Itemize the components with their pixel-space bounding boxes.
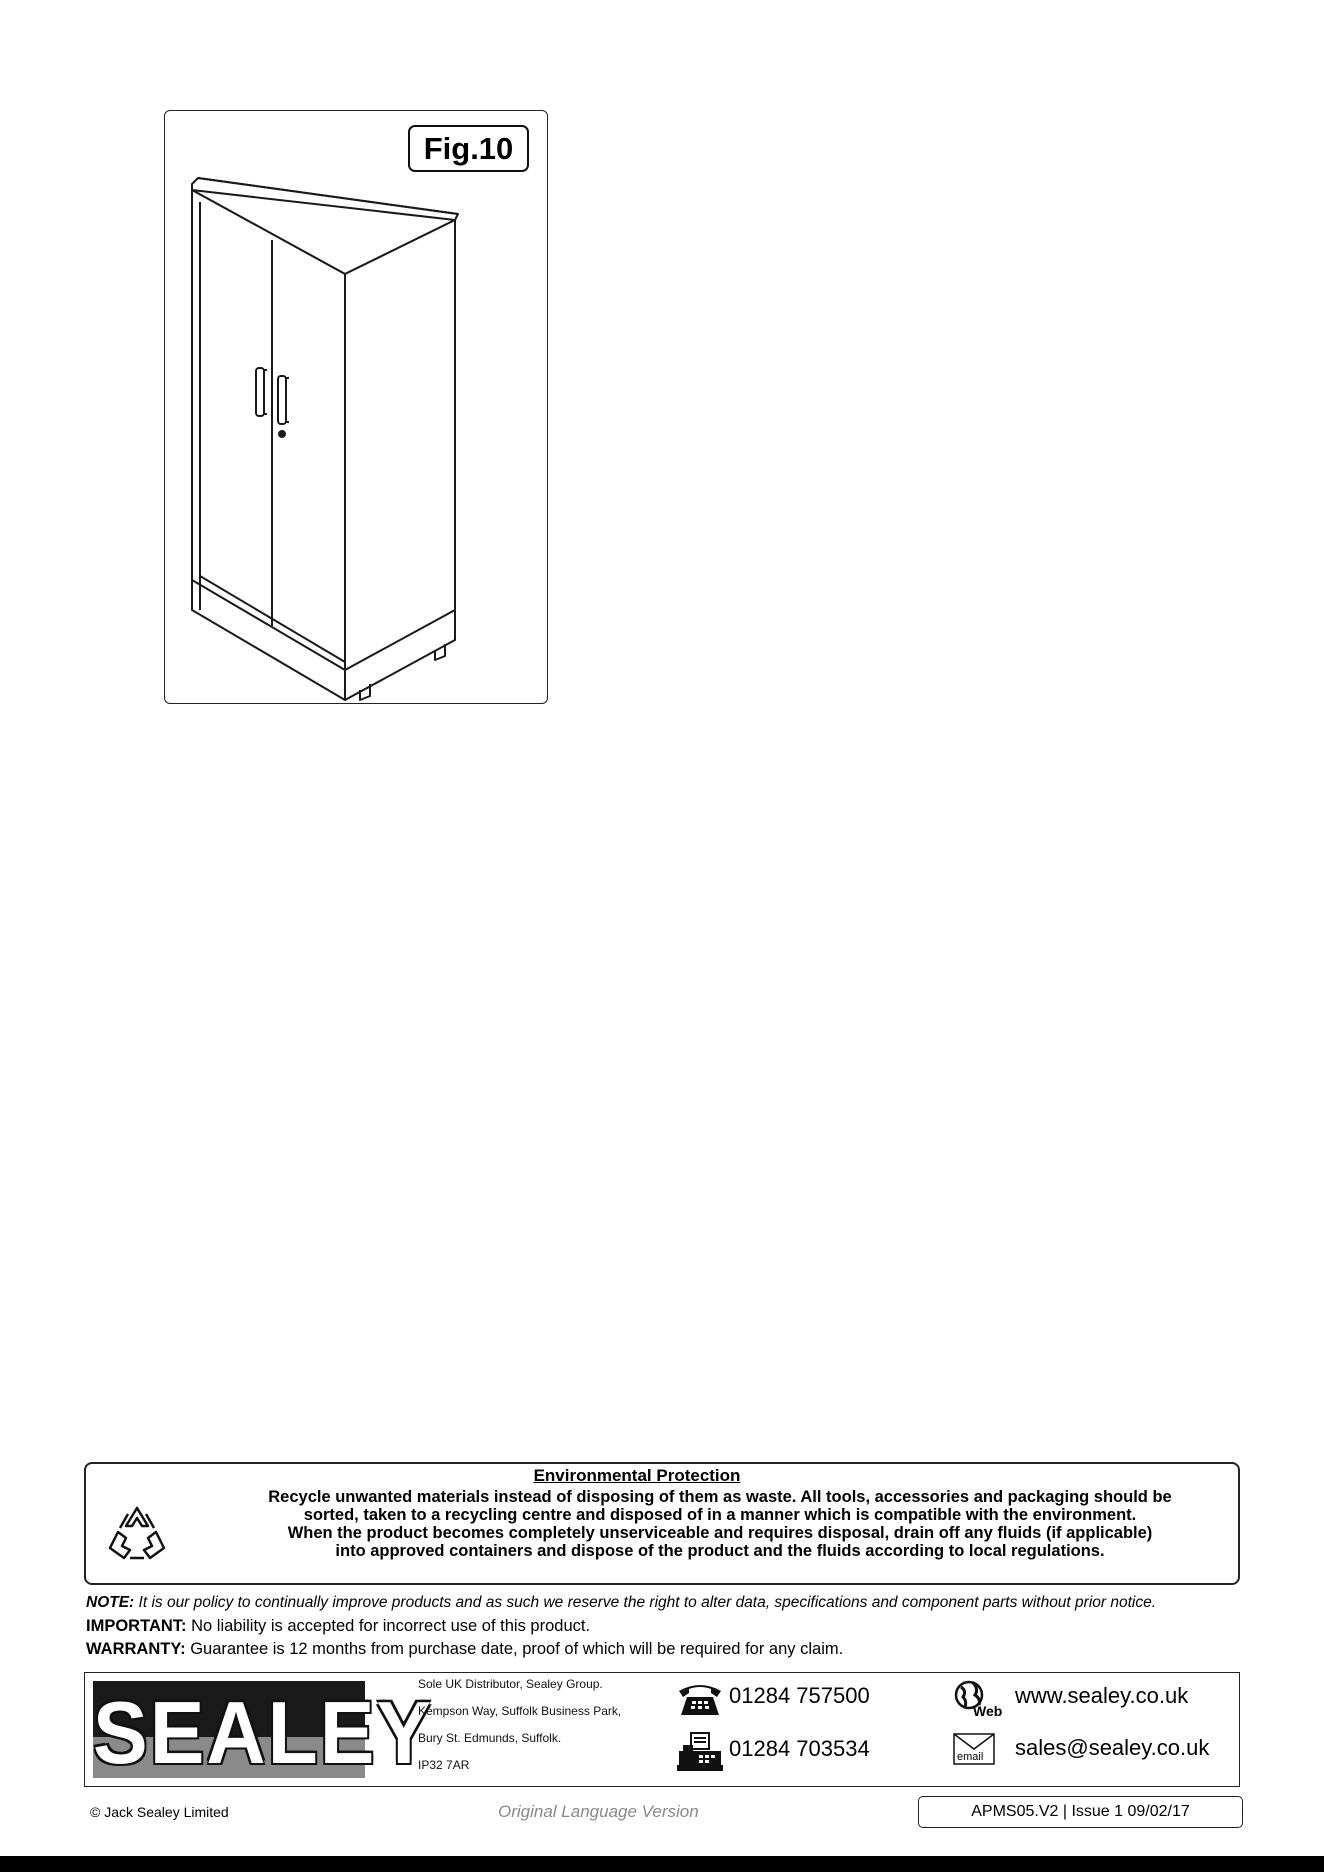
- warranty-text: Guarantee is 12 months from purchase date, proof of which will be required for any claim.: [185, 1640, 844, 1658]
- env-line: into approved containers and dispose of the product and the fluids according to local regulations.: [335, 1542, 1105, 1560]
- contact-box: [84, 1672, 1240, 1787]
- address-line: Kempson Way, Suffolk Business Park,: [418, 1704, 622, 1718]
- web-icon-label: Web: [973, 1703, 1003, 1719]
- page-bottom-rule: [0, 1856, 1324, 1872]
- env-line: sorted, taken to a recycling centre and disposed of in a manner which is compatible with the environment.: [303, 1506, 1137, 1524]
- telephone-icon: [675, 1679, 725, 1717]
- important-text: No liability is accepted for incorrect use of this product.: [186, 1617, 591, 1635]
- web-icon: [953, 1679, 1009, 1721]
- note-label: NOTE:: [86, 1594, 135, 1611]
- env-line: Recycle unwanted materials instead of disposing of them as waste. All tools, accessories and packaging should be: [268, 1488, 1172, 1506]
- note-text: It is our policy to continually improve products and as such we reserve the right to alter data, specifications and component parts without prior notice.: [134, 1594, 1157, 1611]
- address-line: Bury St. Edmunds, Suffolk.: [418, 1731, 562, 1745]
- email-icon-label: email: [957, 1751, 984, 1763]
- important-line: [86, 1617, 590, 1636]
- address-line: Sole UK Distributor, Sealey Group.: [418, 1677, 603, 1691]
- sealey-logo: [93, 1681, 434, 1783]
- important-label: IMPORTANT:: [86, 1617, 187, 1635]
- figure-label: Fig.10: [408, 125, 529, 172]
- document-reference: APMS05.V2 | Issue 1 09/02/17: [918, 1796, 1243, 1828]
- email-link[interactable]: sales@sealey.co.uk: [1015, 1735, 1210, 1760]
- address-line: IP32 7AR: [418, 1758, 470, 1772]
- language-version: Original Language Version: [498, 1802, 699, 1821]
- warranty-label: WARRANTY:: [86, 1640, 186, 1658]
- environmental-protection-text: [220, 1488, 1220, 1560]
- env-line: When the product becomes completely unserviceable and requires disposal, drain off any fluids (if applicable): [287, 1524, 1153, 1542]
- cabinet-illustration-icon: [180, 170, 470, 710]
- copyright: © Jack Sealey Limited: [90, 1804, 229, 1820]
- email-icon: [953, 1733, 1003, 1769]
- fax-icon: [675, 1731, 725, 1773]
- fax-number: 01284 703534: [729, 1736, 870, 1761]
- logo-text: SEALEY: [93, 1683, 434, 1783]
- recycle-icon: [106, 1502, 168, 1564]
- phone-number: 01284 757500: [729, 1683, 870, 1708]
- note-line: [86, 1594, 1156, 1612]
- website-link[interactable]: www.sealey.co.uk: [1015, 1683, 1189, 1708]
- warranty-line: [86, 1640, 843, 1659]
- environmental-protection-title: Environmental Protection: [533, 1466, 741, 1485]
